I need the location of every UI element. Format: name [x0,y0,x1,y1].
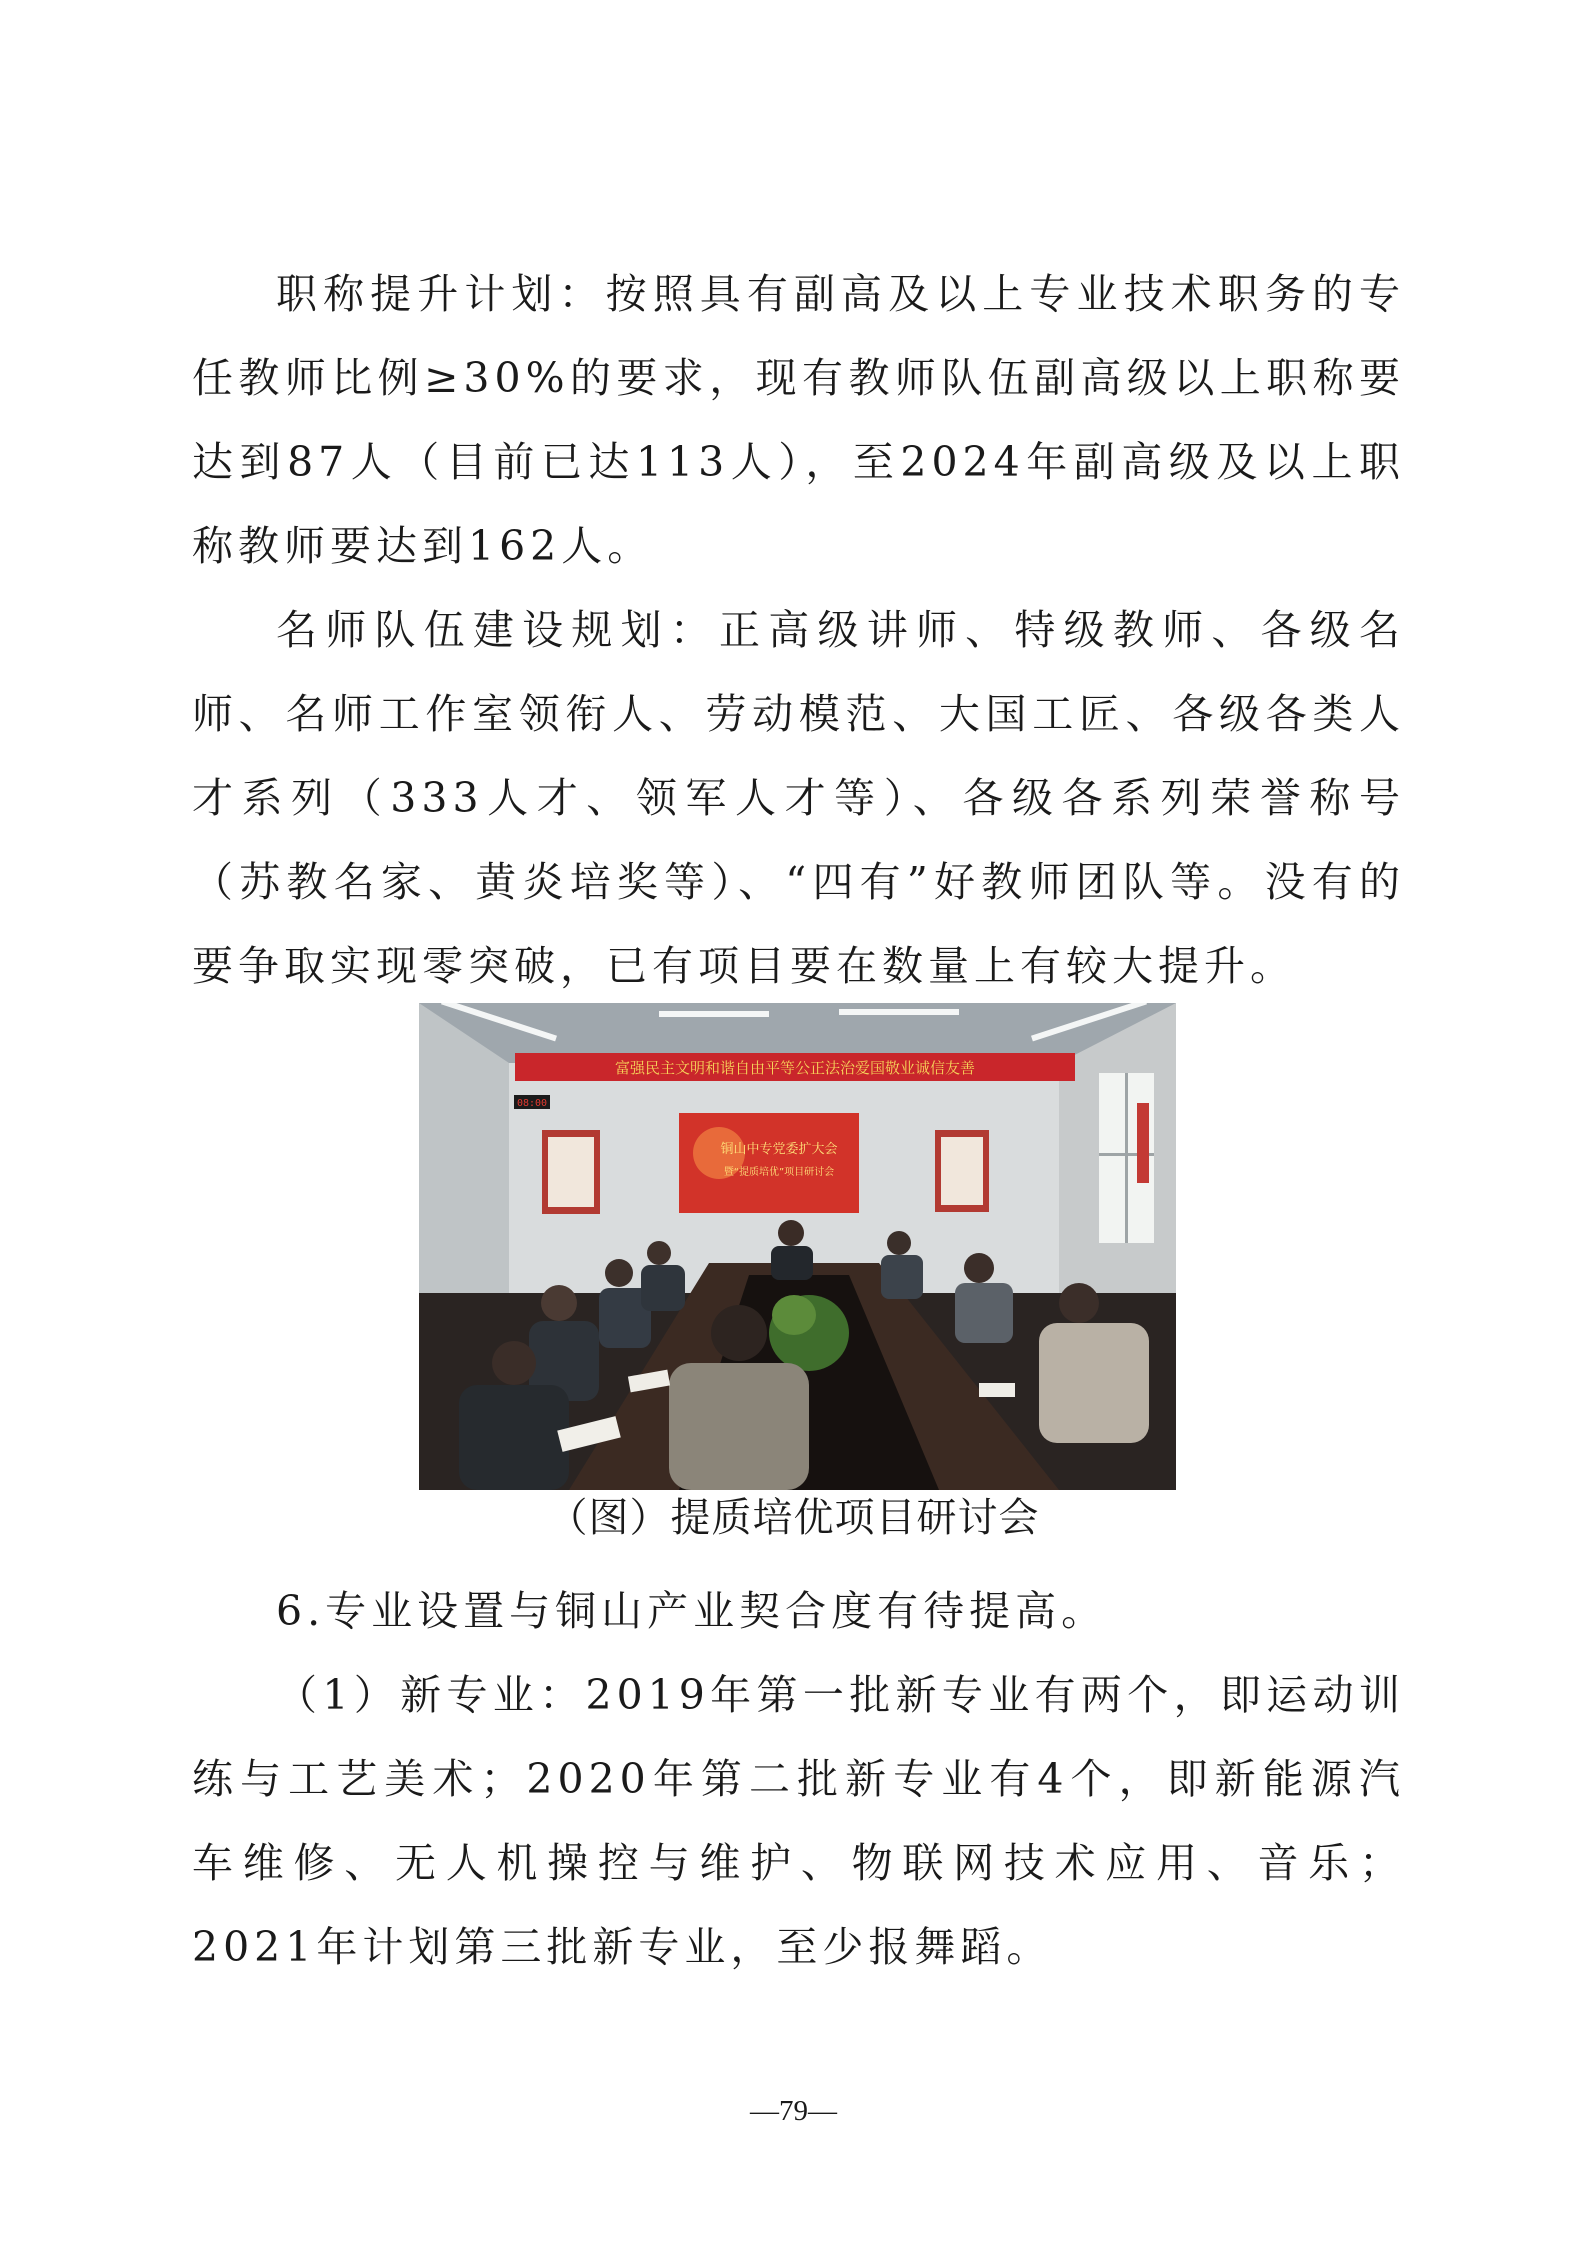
screen-subtitle-text: 暨“提质培优”项目研讨会 [723,1167,835,1178]
meeting-photo [419,1003,1176,1490]
screen-title-text: 铜山中专党委扩大会 [720,1142,838,1157]
section-heading: 6.专业设置与铜山产业契合度有待提高。 [276,1587,1108,1635]
slogan-banner-text: 富强民主文明和谐自由平等公正法治爱国敬业诚信友善 [614,1059,976,1077]
photo-caption: （图）提质培优项目研讨会 [547,1495,1040,1541]
page-number: —79— [750,2095,837,2127]
new-majors-paragraph: （1）新专业：2019年第一批新专业有两个，即运动训练与工艺美术；2020年第二批新专业有4个，即新能源汽车维修、无人机操控与维护、物联网技术应用、音乐；2021年计划第三批新专业，至少报舞蹈。 [192,1671,1405,1971]
wall-clock-text: 08:00 [516,1098,548,1109]
title-promotion-paragraph: 职称提升计划：按照具有副高及以上专业技术职务的专任教师比例≥30%的要求，现有教师队伍副高级以上职称要达到87人（目前已达113人），至2024年副高级及以上职称教师要达到162人。 [192,270,1405,570]
famous-teacher-paragraph: 名师队伍建设规划：正高级讲师、特级教师、各级名师、名师工作室领衔人、劳动模范、大国工匠、各级各类人才系列（333人才、领军人才等）、各级各系列荣誉称号（苏教名家、黄炎培奖等）、“四有”好教师团队等。没有的要争取实现零突破，已有项目要在数量上有较大提升。 [192,606,1405,990]
